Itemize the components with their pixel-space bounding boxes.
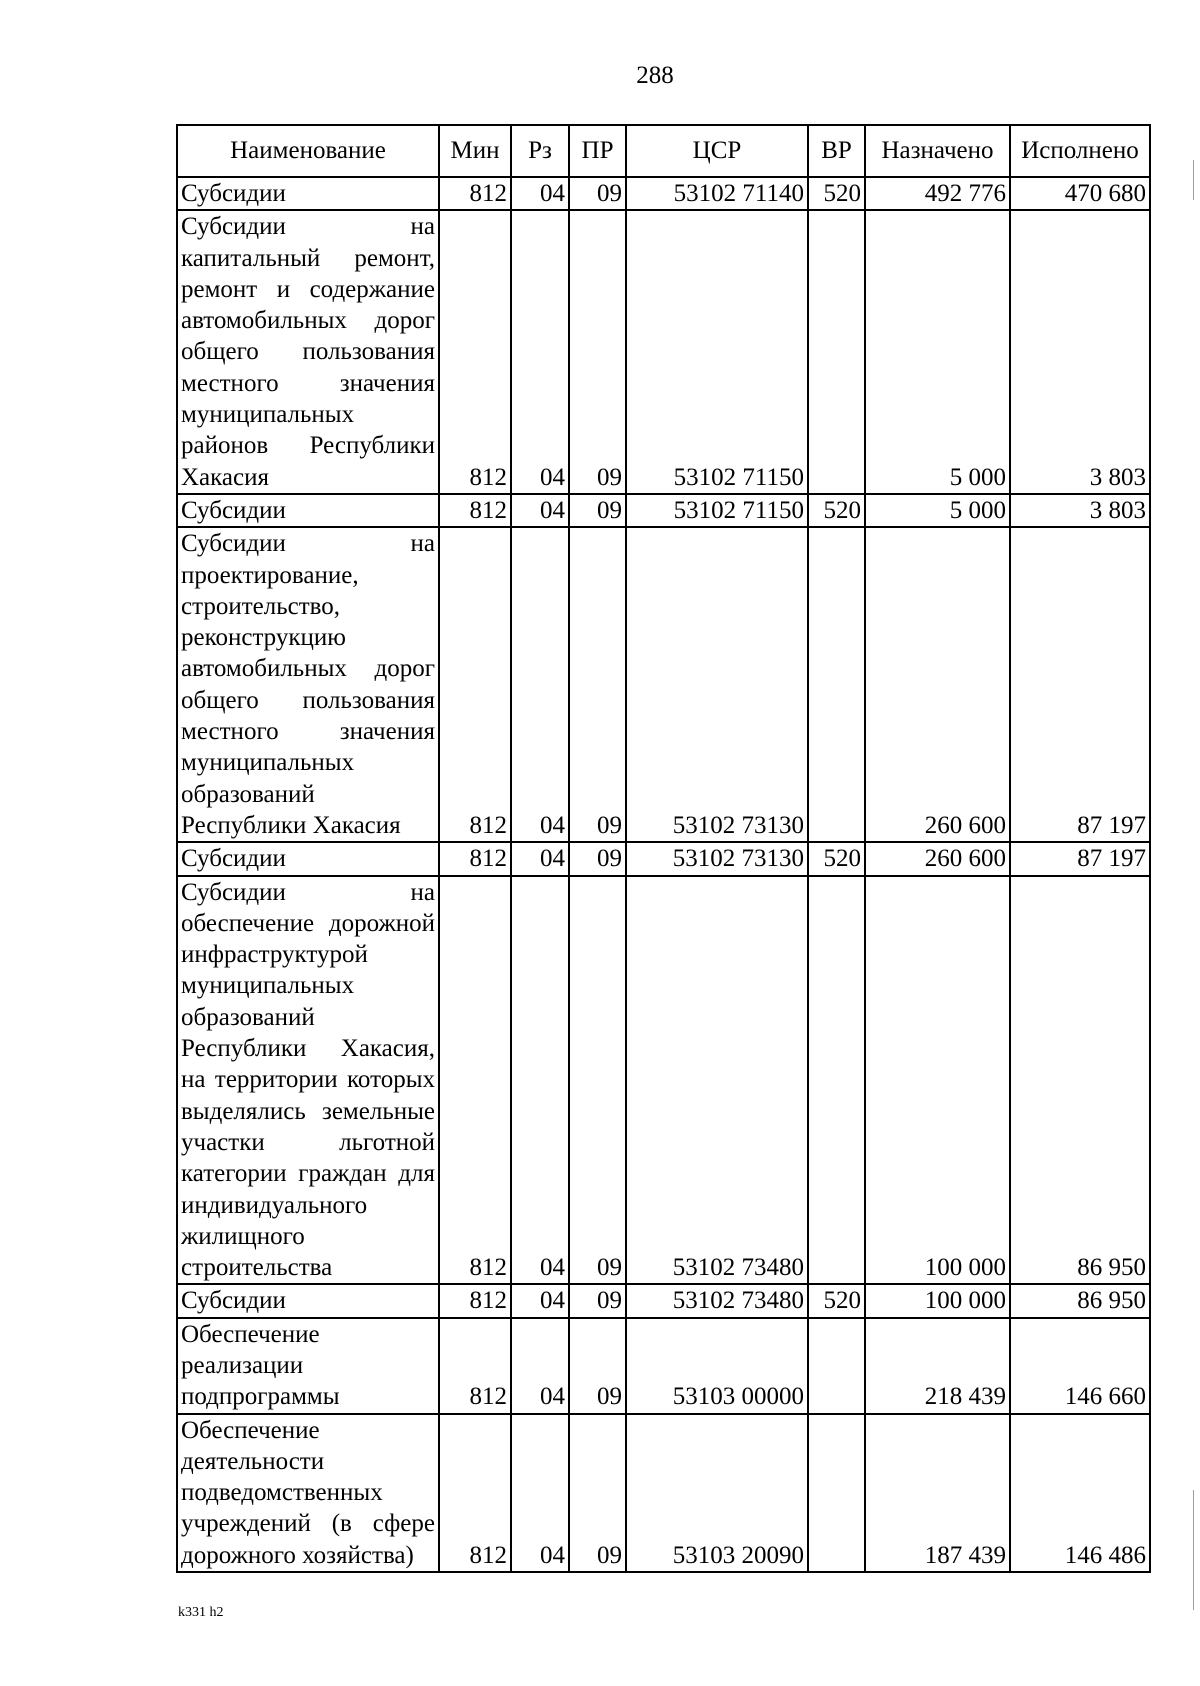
row-name: Обеспечение реализации подпрограммы [177, 1318, 439, 1414]
row-csr: 53102 71150 [626, 210, 808, 494]
row-executed: 86 950 [1010, 1284, 1150, 1317]
row-assigned: 260 600 [865, 842, 1010, 875]
row-vr: 520 [808, 494, 865, 527]
row-min: 812 [439, 1414, 511, 1572]
row-vr [808, 527, 865, 842]
row-name: Субсидии [177, 842, 439, 875]
row-executed: 3 803 [1010, 210, 1150, 494]
row-min: 812 [439, 1318, 511, 1414]
scan-edge-mark [1193, 160, 1194, 200]
row-pr: 09 [569, 494, 626, 527]
row-csr: 53102 73480 [626, 876, 808, 1285]
row-assigned: 492 776 [865, 177, 1010, 210]
row-executed: 470 680 [1010, 177, 1150, 210]
budget-table [176, 124, 1151, 1573]
row-min: 812 [439, 1284, 511, 1317]
header-min: Мин [439, 125, 511, 177]
row-pr: 09 [569, 1318, 626, 1414]
row-name: Субсидии [177, 1284, 439, 1317]
table-row [177, 527, 1150, 842]
row-name: Субсидии на обеспечение дорожной инфраструктурой муниципальных образований Республики Хакасия, на территории которых выделялись земельные участки льготной категории граждан для индивидуального жилищного строительства [177, 876, 439, 1285]
header-name: Наименование [177, 125, 439, 177]
table-row [177, 876, 1150, 1285]
row-assigned: 218 439 [865, 1318, 1010, 1414]
row-vr [808, 1414, 865, 1572]
scan-edge-mark [1193, 1490, 1194, 1610]
row-rz: 04 [511, 876, 569, 1285]
row-name: Обеспечение деятельности подведомственных учреждений (в сфере дорожного хозяйства) [177, 1414, 439, 1572]
row-csr: 53102 73480 [626, 1284, 808, 1317]
row-vr [808, 876, 865, 1285]
row-name: Субсидии на капитальный ремонт, ремонт и содержание автомобильных дорог общего пользования местного значения муниципальных районов Республики Хакасия [177, 210, 439, 494]
header-csr: ЦСР [626, 125, 808, 177]
row-min: 812 [439, 527, 511, 842]
row-rz: 04 [511, 1414, 569, 1572]
header-vr: ВР [808, 125, 865, 177]
row-assigned: 260 600 [865, 527, 1010, 842]
row-min: 812 [439, 177, 511, 210]
footer-code: k331 h2 [178, 1605, 224, 1620]
header-rz: Рз [511, 125, 569, 177]
row-csr: 53102 73130 [626, 527, 808, 842]
row-pr: 09 [569, 177, 626, 210]
row-rz: 04 [511, 527, 569, 842]
row-assigned: 100 000 [865, 876, 1010, 1285]
row-vr: 520 [808, 842, 865, 875]
row-csr: 53102 71140 [626, 177, 808, 210]
row-min: 812 [439, 876, 511, 1285]
row-pr: 09 [569, 210, 626, 494]
table-row [177, 1414, 1150, 1572]
row-name: Субсидии [177, 177, 439, 210]
row-rz: 04 [511, 210, 569, 494]
table-row [177, 1318, 1150, 1414]
row-vr [808, 1318, 865, 1414]
table-row [177, 177, 1150, 210]
table-row [177, 842, 1150, 875]
row-assigned: 187 439 [865, 1414, 1010, 1572]
row-assigned: 100 000 [865, 1284, 1010, 1317]
row-pr: 09 [569, 527, 626, 842]
row-executed: 3 803 [1010, 494, 1150, 527]
row-pr: 09 [569, 842, 626, 875]
row-csr: 53103 00000 [626, 1318, 808, 1414]
row-min: 812 [439, 842, 511, 875]
row-executed: 87 197 [1010, 842, 1150, 875]
row-min: 812 [439, 210, 511, 494]
row-executed: 146 486 [1010, 1414, 1150, 1572]
row-name: Субсидии [177, 494, 439, 527]
row-executed: 86 950 [1010, 876, 1150, 1285]
row-executed: 146 660 [1010, 1318, 1150, 1414]
row-csr: 53102 71150 [626, 494, 808, 527]
row-pr: 09 [569, 1414, 626, 1572]
header-executed: Исполнено [1010, 125, 1150, 177]
row-assigned: 5 000 [865, 210, 1010, 494]
table-body [177, 177, 1150, 1572]
row-rz: 04 [511, 1318, 569, 1414]
row-pr: 09 [569, 876, 626, 1285]
row-rz: 04 [511, 842, 569, 875]
row-rz: 04 [511, 177, 569, 210]
row-vr: 520 [808, 177, 865, 210]
row-vr [808, 210, 865, 494]
row-assigned: 5 000 [865, 494, 1010, 527]
row-csr: 53103 20090 [626, 1414, 808, 1572]
row-rz: 04 [511, 1284, 569, 1317]
row-rz: 04 [511, 494, 569, 527]
table-row [177, 494, 1150, 527]
row-vr: 520 [808, 1284, 865, 1317]
row-csr: 53102 73130 [626, 842, 808, 875]
header-pr: ПР [569, 125, 626, 177]
header-assigned: Назначено [865, 125, 1010, 177]
table-row [177, 210, 1150, 494]
page-number: 288 [636, 62, 674, 89]
table-header-row [177, 125, 1150, 177]
row-name: Субсидии на проектирование, строительство, реконструкцию автомобильных дорог общего пользования местного значения муниципальных образований Республики Хакасия [177, 527, 439, 842]
row-min: 812 [439, 494, 511, 527]
row-pr: 09 [569, 1284, 626, 1317]
row-executed: 87 197 [1010, 527, 1150, 842]
table-row [177, 1284, 1150, 1317]
